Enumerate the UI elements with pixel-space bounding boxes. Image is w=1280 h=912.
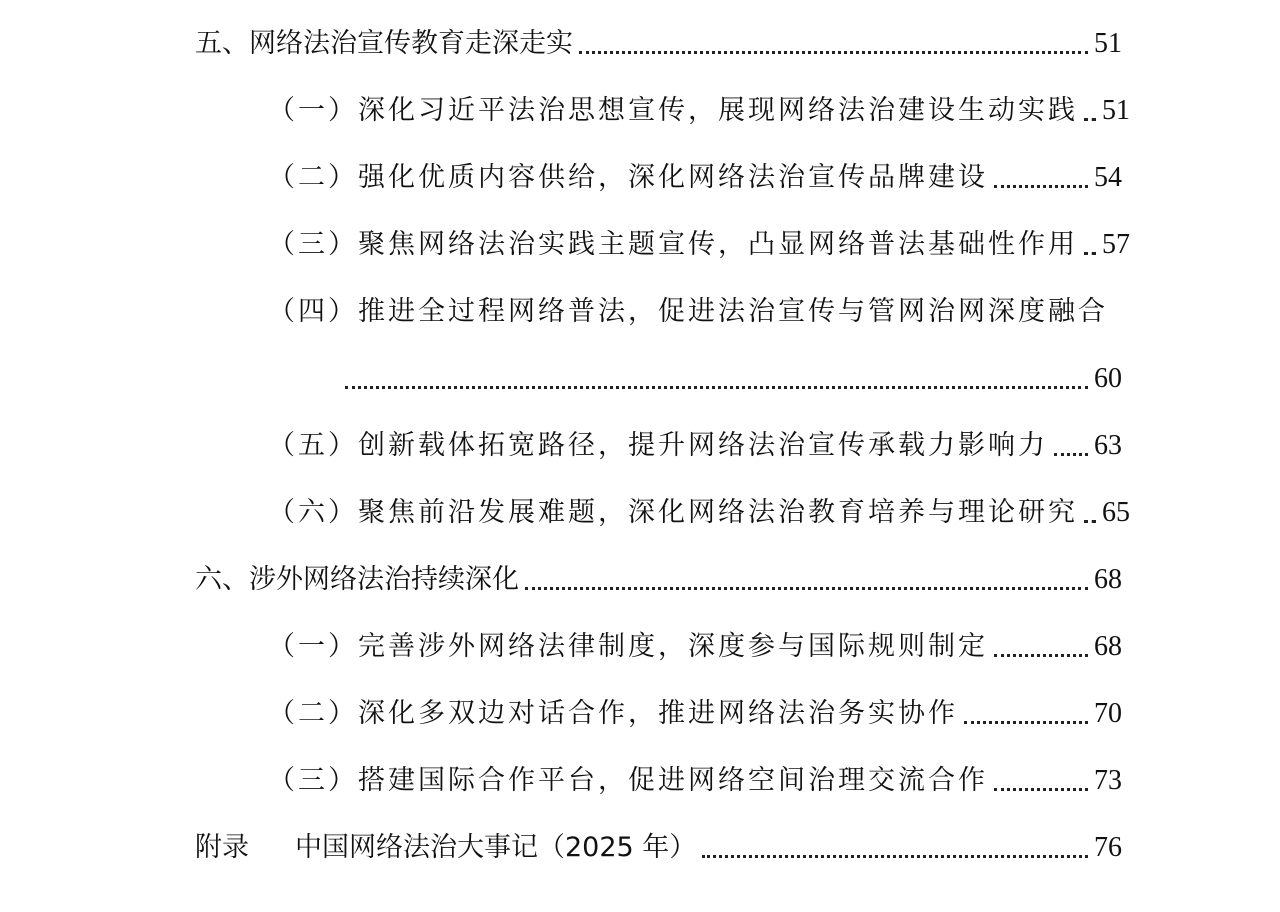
toc-entry-label: 六、涉外网络法治持续深化 (195, 564, 519, 595)
toc-entry-5-3[interactable] (268, 223, 1130, 263)
toc-entry-section-6[interactable] (195, 558, 1122, 598)
toc-entry-5-1[interactable] (268, 89, 1130, 129)
toc-entry-5-2[interactable] (268, 156, 1122, 196)
leader-dots (1084, 252, 1096, 255)
toc-page-number: 60 (1094, 363, 1122, 394)
leader-dots (579, 51, 1088, 54)
toc-entry-5-6[interactable] (268, 491, 1130, 531)
toc-entry-label: （三）聚焦网络法治实践主题宣传，凸显网络普法基础性作用 (268, 229, 1078, 260)
toc-entry-label: （四）推进全过程网络普法，促进法治宣传与管网治网深度融合 (268, 296, 1108, 327)
leader-dots (994, 788, 1088, 791)
toc-page-number: 63 (1094, 430, 1122, 461)
toc-entry-section-5[interactable] (195, 22, 1122, 62)
toc-entry-6-2[interactable] (268, 692, 1122, 732)
toc-page-number: 51 (1102, 95, 1130, 126)
toc-entry-label: （一）完善涉外网络法律制度，深度参与国际规则制定 (268, 631, 988, 662)
toc-page-number: 68 (1094, 631, 1122, 662)
toc-entry-label: （六）聚焦前沿发展难题，深化网络法治教育培养与理论研究 (268, 497, 1078, 528)
toc-page-number: 65 (1102, 497, 1130, 528)
toc-entry-label: （三）搭建国际合作平台，促进网络空间治理交流合作 (268, 765, 988, 796)
leader-dots (1054, 453, 1088, 456)
toc-page-number: 76 (1094, 832, 1122, 863)
toc-entry-label: （五）创新载体拓宽路径，提升网络法治宣传承载力影响力 (268, 430, 1048, 461)
toc-page-number: 70 (1094, 698, 1122, 729)
leader-dots (994, 185, 1088, 188)
leader-dots (1084, 118, 1096, 121)
leader-dots (525, 587, 1088, 590)
toc-page-number: 54 (1094, 162, 1122, 193)
appendix-prefix: 附录 (195, 832, 249, 863)
leader-dots (1084, 520, 1096, 523)
toc-entry-6-3[interactable] (268, 759, 1122, 799)
toc-entry-5-5[interactable] (268, 424, 1122, 464)
toc-entry-label: （二）深化多双边对话合作，推进网络法治务实协作 (268, 698, 958, 729)
leader-dots (964, 721, 1088, 724)
leader-dots (345, 386, 1088, 389)
toc-entry-5-4[interactable] (268, 290, 1122, 330)
toc-page-number: 73 (1094, 765, 1122, 796)
leader-dots (702, 855, 1088, 858)
toc-page-number: 57 (1102, 229, 1130, 260)
leader-dots (994, 654, 1088, 657)
toc-entry-label: （一）深化习近平法治思想宣传，展现网络法治建设生动实践 (268, 95, 1078, 126)
toc-page-number: 51 (1094, 28, 1122, 59)
toc-entry-6-1[interactable] (268, 625, 1122, 665)
toc-entry-label: 五、网络法治宣传教育走深走实 (195, 28, 573, 59)
toc-page-number: 68 (1094, 564, 1122, 595)
toc-entry-appendix[interactable] (195, 826, 1122, 866)
toc-entry-label: 中国网络法治大事记（2025 年） (295, 832, 697, 863)
toc-entry-label: （二）强化优质内容供给，深化网络法治宣传品牌建设 (268, 162, 988, 193)
toc-entry-5-4-continuation[interactable] (345, 357, 1122, 397)
